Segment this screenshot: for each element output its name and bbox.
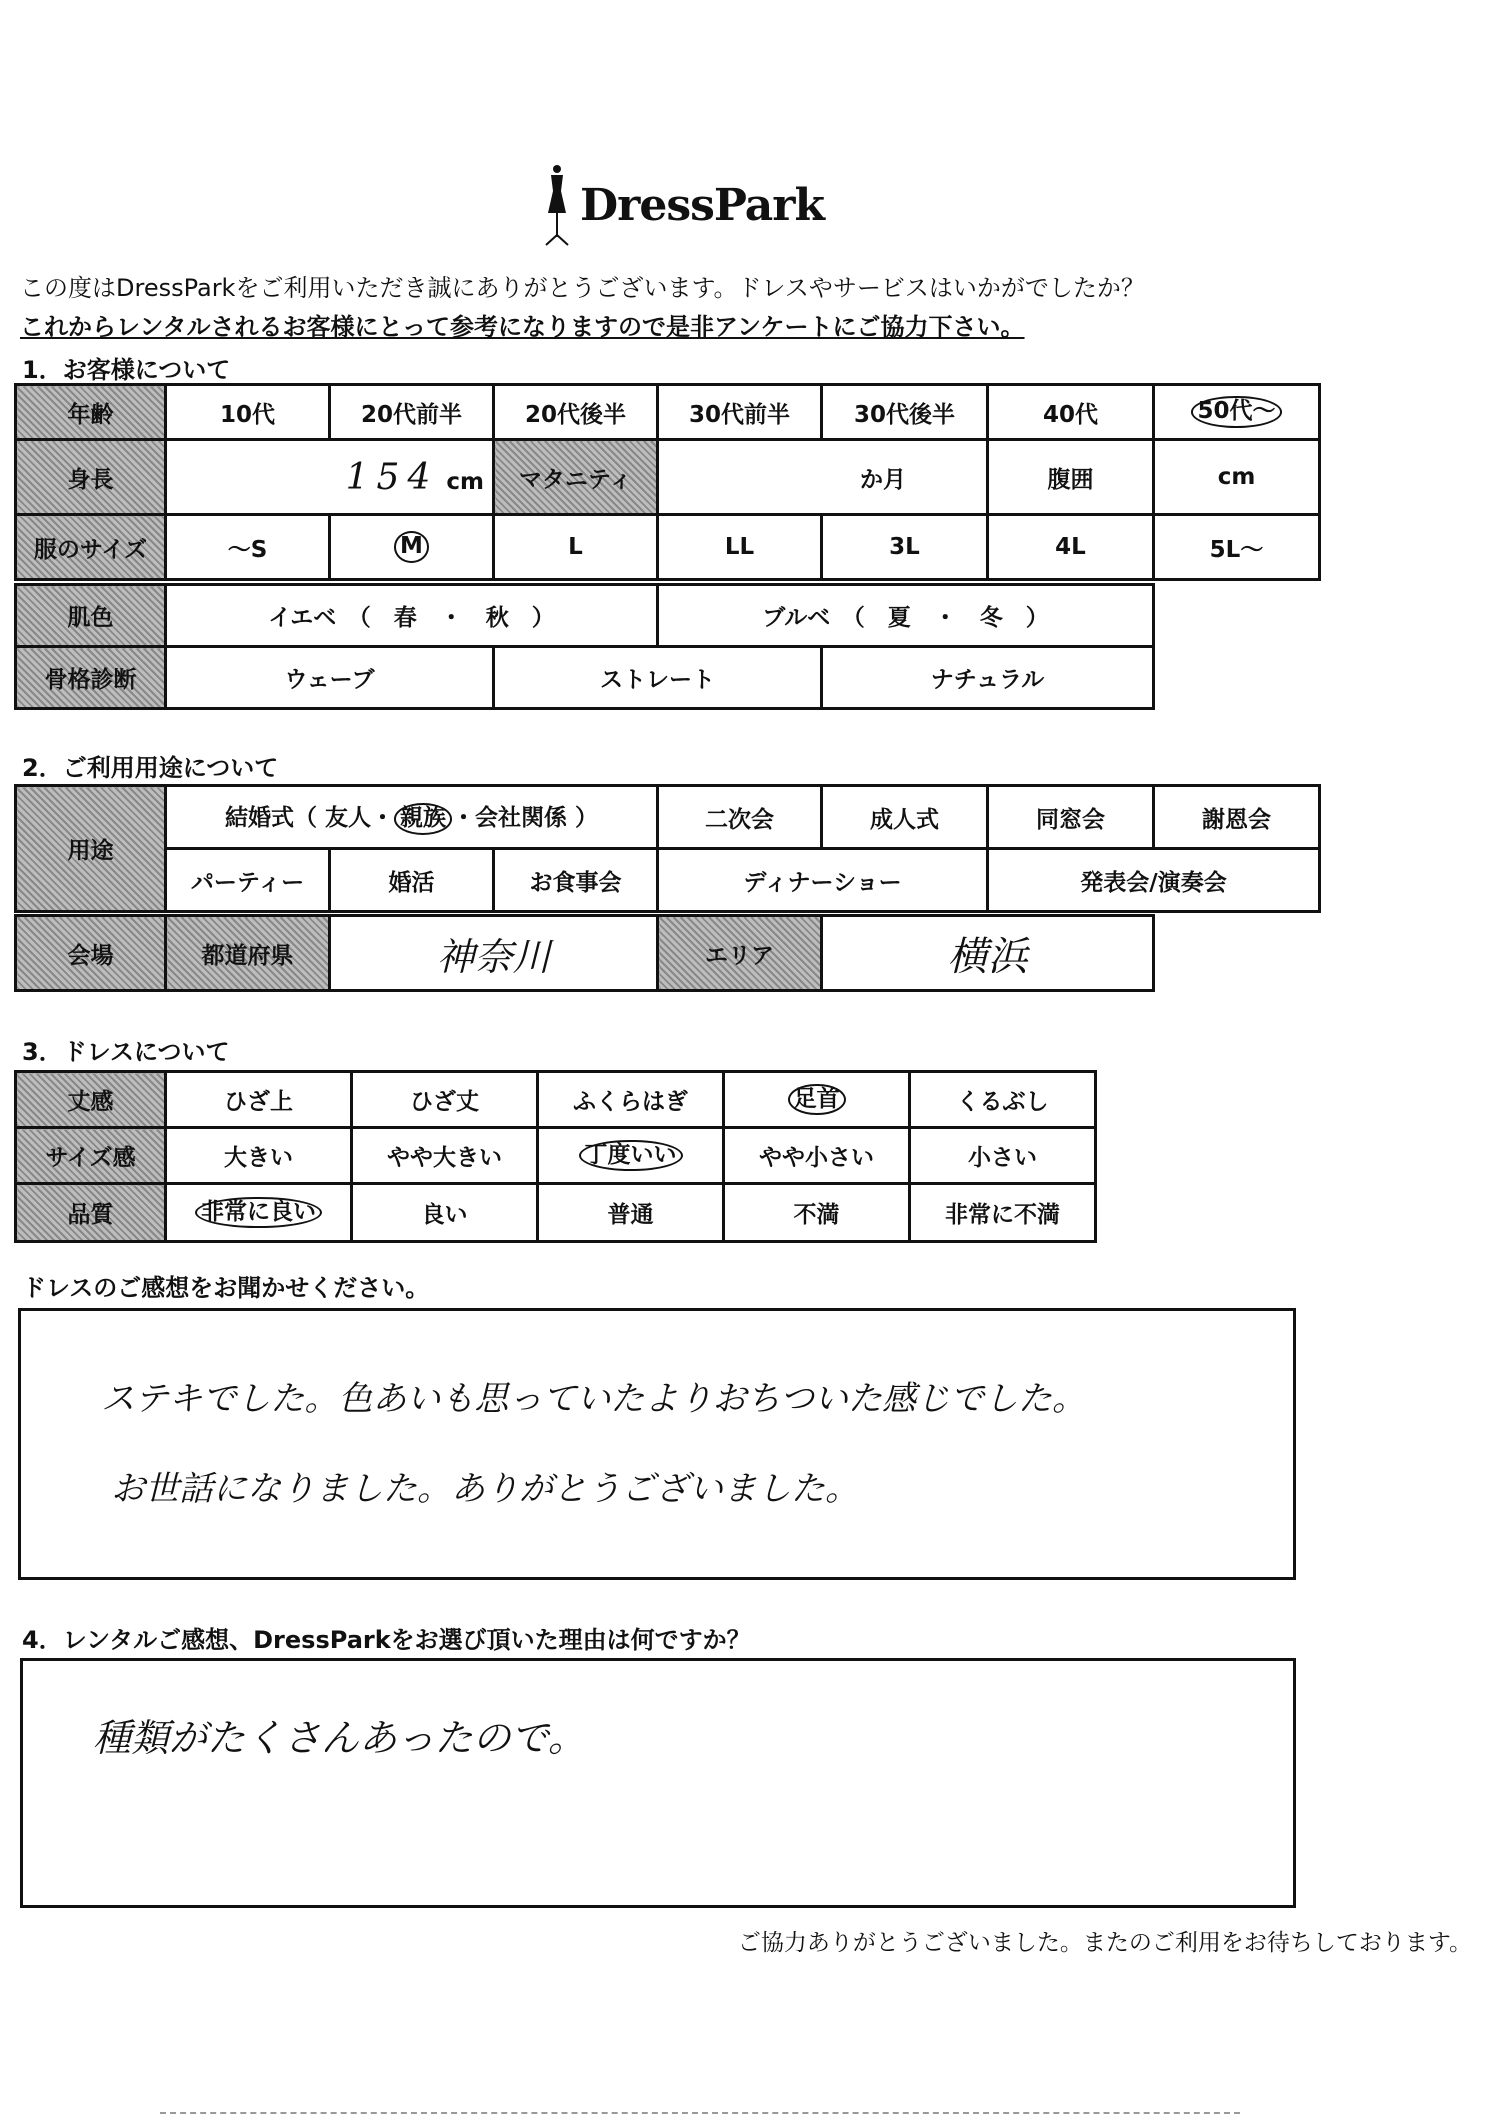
purpose-option[interactable]: 婚活 <box>330 849 494 912</box>
selection-circle: 足首 <box>788 1084 846 1116</box>
prefecture-value: 神奈川 <box>436 934 551 979</box>
quality-option-selected[interactable] <box>166 1184 352 1242</box>
length-option[interactable]: くるぶし <box>910 1072 1096 1128</box>
length-option-selected[interactable] <box>724 1072 910 1128</box>
section1-title: 1．お客様について <box>22 356 231 384</box>
prefecture-field[interactable] <box>330 916 658 991</box>
size-option[interactable]: ～S <box>166 515 330 580</box>
fit-option[interactable]: 大きい <box>166 1128 352 1184</box>
impressions-line2: お世話になりました。ありがとうございました。 <box>111 1469 859 1509</box>
skeleton-label: 骨格診断 <box>16 647 166 709</box>
age-label: 年齢 <box>16 385 166 440</box>
size-option[interactable]: 3L <box>822 515 988 580</box>
selection-circle: M <box>394 531 429 563</box>
purpose-option[interactable]: 同窓会 <box>988 786 1154 849</box>
maternity-months-field[interactable] <box>658 440 988 515</box>
age-option[interactable]: 20代後半 <box>494 385 658 440</box>
impressions-box[interactable] <box>18 1308 1296 1580</box>
area-label: エリア <box>658 916 822 991</box>
quality-option[interactable]: 不満 <box>724 1184 910 1242</box>
dress-table <box>14 1070 1097 1243</box>
purpose-option[interactable]: 発表会/演奏会 <box>988 849 1320 912</box>
age-option-selected[interactable] <box>1154 385 1320 440</box>
skin-skeleton-table <box>14 583 1155 710</box>
brand-name: DressPark <box>580 179 824 231</box>
venue-label: 会場 <box>16 916 166 991</box>
age-option[interactable]: 30代前半 <box>658 385 822 440</box>
height-field[interactable] <box>166 440 494 515</box>
area-value: 横浜 <box>947 933 1028 980</box>
fit-option[interactable]: やや小さい <box>724 1128 910 1184</box>
impressions-line1: ステキでした。色あいも思っていたよりおちついた感じでした。 <box>101 1379 1086 1419</box>
fit-option-selected[interactable] <box>538 1128 724 1184</box>
maternity-label: マタニティ <box>494 440 658 515</box>
section3-title: 3．ドレスについて <box>22 1038 230 1066</box>
length-option[interactable]: ひざ丈 <box>352 1072 538 1128</box>
height-unit: cm <box>446 468 484 495</box>
size-option-selected[interactable] <box>330 515 494 580</box>
height-value: 154 <box>345 456 439 498</box>
selection-circle: 50代～ <box>1191 396 1281 428</box>
selection-circle: 丁度いい <box>579 1140 683 1172</box>
size-option[interactable]: 5L～ <box>1154 515 1320 580</box>
impressions-prompt: ドレスのご感想をお聞かせください。 <box>22 1274 430 1302</box>
venue-table <box>14 914 1155 992</box>
fit-option[interactable]: やや大きい <box>352 1128 538 1184</box>
height-label: 身長 <box>16 440 166 515</box>
purpose-option[interactable]: ディナーショー <box>658 849 988 912</box>
skin-yellow-option[interactable]: イエベ （ 春 ・ 秋 ） <box>166 585 658 647</box>
purpose-option[interactable]: お食事会 <box>494 849 658 912</box>
skin-blue-option[interactable]: ブルベ （ 夏 ・ 冬 ） <box>658 585 1154 647</box>
purpose-wedding[interactable] <box>166 786 658 849</box>
fit-option[interactable]: 小さい <box>910 1128 1096 1184</box>
selection-circle: 非常に良い <box>195 1197 322 1229</box>
belly-label: 腹囲 <box>988 440 1154 515</box>
purpose-option[interactable]: 謝恩会 <box>1154 786 1320 849</box>
quality-option[interactable]: 普通 <box>538 1184 724 1242</box>
skeleton-option[interactable]: ストレート <box>494 647 822 709</box>
dress-form-icon <box>540 163 574 247</box>
purpose-option[interactable]: 二次会 <box>658 786 822 849</box>
skeleton-option[interactable]: ウェーブ <box>166 647 494 709</box>
page-bottom-divider <box>160 2112 1240 2114</box>
intro-request: これからレンタルされるお客様にとって参考になりますので是非アンケートにご協力下さい。 <box>20 313 1025 341</box>
skin-label: 肌色 <box>16 585 166 647</box>
length-option[interactable]: ひざ上 <box>166 1072 352 1128</box>
belly-unit: cm <box>1217 464 1256 490</box>
quality-option[interactable]: 良い <box>352 1184 538 1242</box>
selection-circle: 親族 <box>394 803 452 835</box>
prefecture-label: 都道府県 <box>166 916 330 991</box>
section4-title: 4．レンタルご感想、DressParkをお選び頂いた理由は何ですか？ <box>22 1626 751 1654</box>
quality-option[interactable]: 非常に不満 <box>910 1184 1096 1242</box>
size-option[interactable]: 4L <box>988 515 1154 580</box>
customer-table <box>14 383 1321 581</box>
size-option[interactable]: LL <box>658 515 822 580</box>
length-label: 丈感 <box>16 1072 166 1128</box>
months-unit: か月 <box>860 466 906 493</box>
age-option[interactable]: 40代 <box>988 385 1154 440</box>
reason-box[interactable] <box>20 1658 1296 1908</box>
age-option[interactable]: 20代前半 <box>330 385 494 440</box>
purpose-option[interactable]: パーティー <box>166 849 330 912</box>
skeleton-option[interactable]: ナチュラル <box>822 647 1154 709</box>
size-option[interactable]: L <box>494 515 658 580</box>
size-label: 服のサイズ <box>16 515 166 580</box>
wedding-suffix: ・会社関係 ） <box>452 805 599 832</box>
brand-logo <box>540 160 824 250</box>
section2-title: 2．ご利用用途について <box>22 754 279 782</box>
reason-answer: 種類がたくさんあったので。 <box>93 1716 586 1760</box>
length-option[interactable]: ふくらはぎ <box>538 1072 724 1128</box>
age-option[interactable]: 30代後半 <box>822 385 988 440</box>
belly-field[interactable] <box>1154 440 1320 515</box>
purpose-label: 用途 <box>16 786 166 912</box>
wedding-prefix: 結婚式（ 友人・ <box>224 805 394 832</box>
fit-label: サイズ感 <box>16 1128 166 1184</box>
purpose-table <box>14 784 1321 913</box>
purpose-option[interactable]: 成人式 <box>822 786 988 849</box>
quality-label: 品質 <box>16 1184 166 1242</box>
area-field[interactable] <box>822 916 1154 991</box>
intro-text: この度はDressParkをご利用いただき誠にありがとうございます。ドレスやサービスはいかがでしたか？ <box>20 274 1145 302</box>
thanks-message: ご協力ありがとうございました。またのご利用をお待ちしております。 <box>737 1930 1472 1956</box>
age-option[interactable]: 10代 <box>166 385 330 440</box>
